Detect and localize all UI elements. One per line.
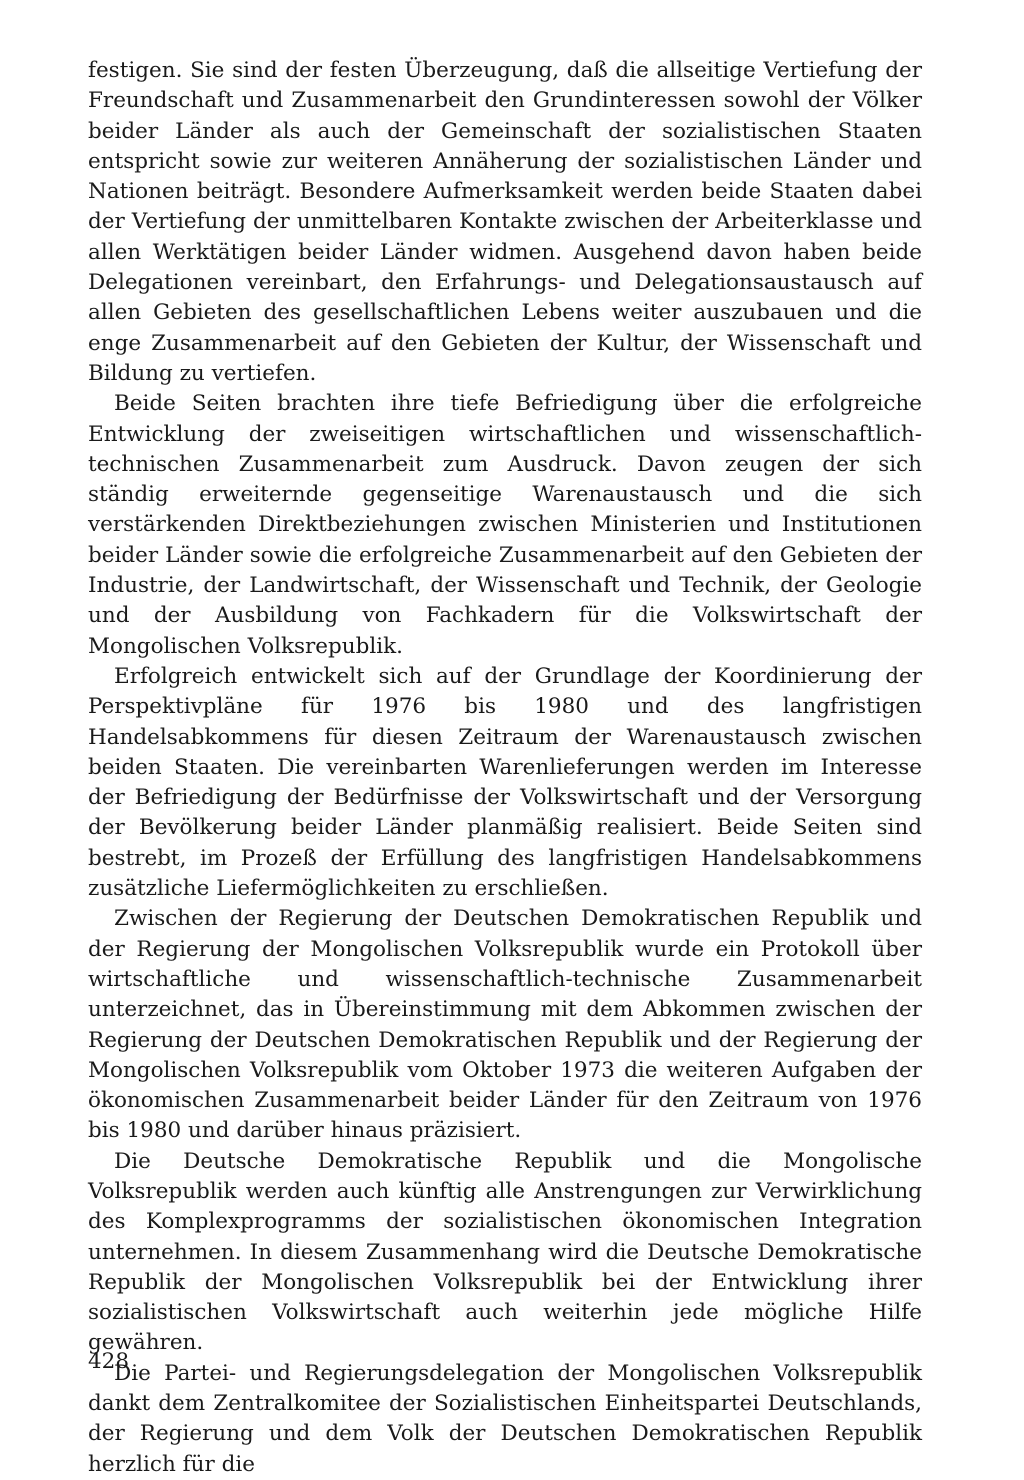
document-page bbox=[88, 56, 922, 1480]
paragraph-5: Die Deutsche Demokratische Republik und die Mongolische Volksrepublik werden auch künftig alle Anstrengungen zur Verwirklichung des Komplexprogramms der sozialistischen ökonomischen Integration unternehmen. In diesem Zusammenhang wird die Deutsche Demokratische Republik der Mongolischen Volksrepublik bei der Entwicklung ihrer sozialistischen Volkswirtschaft auch weiterhin jede mögliche Hilfe gewähren. bbox=[88, 1148, 922, 1356]
paragraph-4: Zwischen der Regierung der Deutschen Demokratischen Republik und der Regierung der Mongolischen Volksrepublik wurde ein Protokoll über wirtschaftliche und wissenschaftlich-technische Zusammenarbeit unterzeichnet, das in Übereinstimmung mit dem Abkommen zwischen der Regierung der Deutschen Demokratischen Republik und der Regierung der Mongolischen Volksrepublik vom Oktober 1973 die weiteren Aufgaben der ökonomischen Zusammenarbeit beider Länder für den Zeitraum von 1976 bis 1980 und darüber hinaus präzisiert. bbox=[88, 906, 922, 1144]
paragraph-1: festigen. Sie sind der festen Überzeugung, daß die allseitige Vertiefung der Freundschaft und Zusammenarbeit den Grundinteressen sowohl der Völker beider Länder als auch der Gemeinschaft der sozialistischen Staaten entspricht sowie zur weiteren Annäherung der sozialistischen Länder und Nationen beiträgt. Besondere Aufmerksamkeit werden beide Staaten dabei der Vertiefung der unmittelbaren Kontakte zwischen der Arbeiterklasse und allen Werktätigen beider Länder widmen. Ausgehend davon haben beide Delegationen vereinbart, den Erfahrungs- und Delegationsaustausch auf allen Gebieten des gesellschaftlichen Lebens weiter auszubauen und die enge Zusammenarbeit auf den Gebieten der Kultur, der Wissenschaft und Bildung zu vertiefen. bbox=[88, 58, 922, 386]
paragraph-6: Die Partei- und Regierungsdelegation der Mongolischen Volksrepublik dankt dem Zentralkomitee der Sozialistischen Einheitspartei Deutschlands, der Regierung und dem Volk der Deutschen Demokratischen Republik herzlich für die bbox=[88, 1360, 922, 1477]
paragraph-2: Beide Seiten brachten ihre tiefe Befriedigung über die erfolgreiche Entwicklung der zweiseitigen wirtschaftlichen und wissenschaftlich-technischen Zusammenarbeit zum Ausdruck. Davon zeugen der sich ständig erweiternde gegenseitige Warenaustausch und die sich verstärkenden Direktbeziehungen zwischen Ministerien und Institutionen beider Länder sowie die erfolgreiche Zusammenarbeit auf den Gebieten der Industrie, der Landwirtschaft, der Wissenschaft und Technik, der Geologie und der Ausbildung von Fachkadern für die Volkswirtschaft der Mongolischen Volksrepublik. bbox=[88, 391, 922, 659]
page-number: 428 bbox=[88, 1349, 130, 1374]
paragraph-3: Erfolgreich entwickelt sich auf der Grundlage der Koordinierung der Perspektivpläne für 1976 bis 1980 und des langfristigen Handelsabkommens für diesen Zeitraum der Warenaustausch zwischen beiden Staaten. Die vereinbarten Warenlieferungen werden im Interesse der Befriedigung der Bedürfnisse der Volkswirtschaft und der Versorgung der Bevölkerung beider Länder planmäßig realisiert. Beide Seiten sind bestrebt, im Prozeß der Erfüllung des langfristigen Handelsabkommens zusätzliche Liefermöglichkeiten zu erschließen. bbox=[88, 663, 922, 902]
